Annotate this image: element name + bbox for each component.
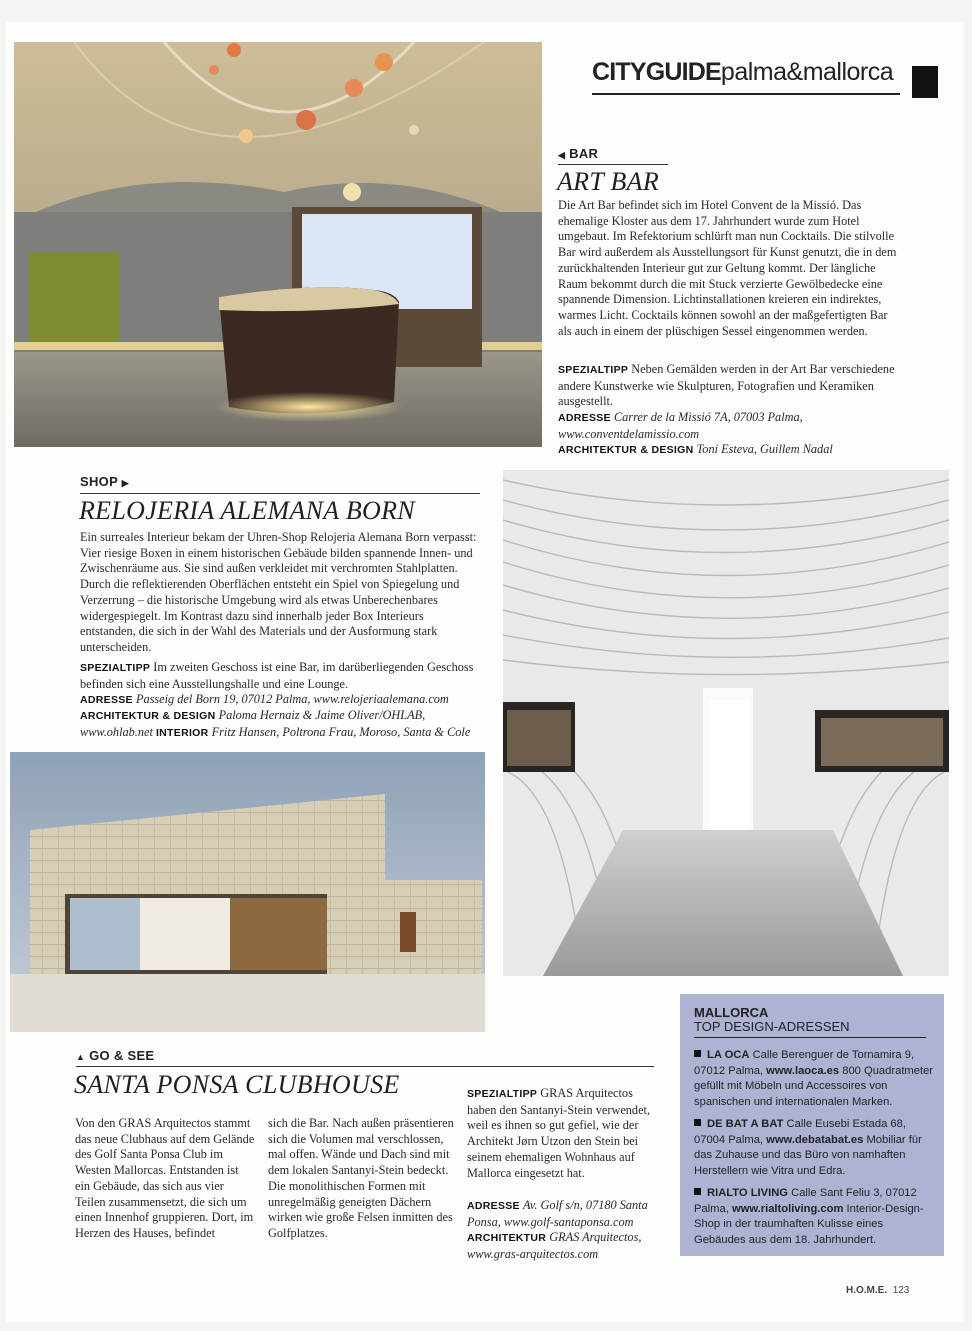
shop-architect-text: Paloma Hernaiz & Jaime Oliver/OHLAB, www.ohlab.net [80, 708, 426, 739]
shop-interior-text: Fritz Hansen, Poltrona Frau, Moroso, Santa & Cole [211, 724, 471, 739]
bar-address-text: Carrer de la Missió 7A, 07003 Palma, www.conventdelamissio.com [558, 410, 803, 441]
box-item [694, 1048, 934, 1111]
chevron-right-icon: ▶ [121, 478, 129, 488]
go-architect-label: ARCHITEKTUR [467, 1232, 547, 1244]
cityguide-location: palma&mallorca [720, 58, 894, 86]
mallorca-box [680, 994, 944, 1256]
box-item-text: Calle Sant Feliu 3, 07012 Palma, [694, 1187, 917, 1215]
bar-address-label: ADRESSE [558, 412, 611, 424]
shop-address-label: ADRESSE [80, 694, 133, 706]
go-tip-text: GRAS Arquitectos haben den Santanyi-Stein verwendet, weil es ihnen so gut gefiel, wie der Architekt Jørn Utzon den Stein bei seinem ehemaligen Wohnhaus auf Mallorca eingesetzt hat. [467, 1086, 651, 1180]
bar-architect-text: Toni Esteva, Guillem Nadal [696, 442, 833, 456]
go-title: SANTA PONSA CLUBHOUSE [74, 1070, 400, 1099]
shop-category [80, 474, 129, 489]
shop-architect-label: ARCHITEKTUR & DESIGN [80, 710, 216, 722]
go-category [76, 1048, 154, 1063]
go-col1: Von den GRAS Arquitectos stammt das neue Clubhaus auf dem Gelände des Golf Santa Ponsa Club im Westen Mallorcas. Entstanden ist ein Gebäude, das sich aus vier Teilen zusammensetzt, die sich um einen Innenhof gruppieren. Dort, im Herzen des Hauses, befindet [75, 1116, 255, 1240]
box-item-rest: 800 Quadratmeter gefüllt mit Möbeln und Accessoires von spanischen und internationalen Marken. [694, 1064, 934, 1109]
shop-tip-text: Im zweiten Geschoss ist eine Bar, im darüberliegenden Geschoss befinden sich eine Ausstellungshalle und eine Lounge. [80, 660, 474, 691]
box-item-text: Calle Berenguer de Tornamira 9, 07012 Palma, [694, 1049, 915, 1077]
box-item-name: DE BAT A BAT [707, 1118, 784, 1130]
box-subtitle: TOP DESIGN-ADRESSEN [694, 1019, 850, 1034]
bullet-square-icon [694, 1050, 701, 1057]
shop-category-label: SHOP [80, 474, 118, 489]
go-address-label: ADRESSE [467, 1200, 520, 1212]
shop-architect [80, 708, 482, 741]
box-item-url: www.debatabat.es [766, 1133, 864, 1146]
shop-address-text: Passeig del Born 19, 07012 Palma, www.relojeriaalemana.com [135, 692, 449, 706]
box-item [694, 1117, 934, 1180]
bar-tip-label: SPEZIALTIPP [558, 364, 629, 376]
go-category-label: GO & SEE [89, 1048, 155, 1063]
go-tip-label: SPEZIALTIPP [467, 1088, 538, 1100]
box-item-rest: Mobiliar für das Zuhause und das Büro von namhaften Herstellern wie Vitra und Edra. [694, 1133, 922, 1178]
box-rule [694, 1037, 926, 1038]
cityguide-header [592, 58, 893, 87]
box-item-name: LA OCA [707, 1049, 750, 1061]
go-rule [76, 1066, 654, 1067]
bullet-square-icon [694, 1188, 701, 1195]
box-title: MALLORCA [694, 1005, 769, 1020]
cityguide-bold: CITYGUIDE [592, 58, 721, 86]
bar-tip [558, 362, 898, 410]
shop-tip [80, 660, 482, 692]
shop-tip-label: SPEZIALTIPP [80, 662, 151, 674]
chevron-left-icon: ◀ [558, 150, 566, 160]
bar-architect-label: ARCHITEKTUR & DESIGN [558, 444, 694, 456]
box-item-name: RIALTO LIVING [707, 1187, 789, 1199]
box-item-rest: Interior-Design-Shop in der traumhaften Kulisse eines Gebäudes aus dem 18. Jahrhundert. [694, 1202, 924, 1247]
bar-category-label: BAR [569, 146, 599, 161]
footer-magazine: H.O.M.E. [846, 1285, 888, 1296]
bullet-square-icon [694, 1119, 701, 1126]
go-address [467, 1198, 657, 1230]
go-architect-text: GRAS Arquitectos, www.gras-arquitectos.com [467, 1230, 642, 1261]
box-item-url: www.laoca.es [766, 1064, 840, 1077]
box-item-url: www.rialtoliving.com [731, 1202, 844, 1215]
bar-category [558, 146, 598, 161]
art-bar-photo [14, 42, 542, 447]
shop-interior-label: INTERIOR [155, 726, 209, 739]
bar-body: Die Art Bar befindet sich im Hotel Convent de la Missió. Das ehemalige Kloster aus dem 17. Jahrhundert wurde zum Hotel umgebaut. Im Refektorium schlürft man nun Cocktails. Die stilvolle Bar wird außerdem als Ausstellungsort für Kunst genutzt, die in dem zurückhaltenden Interieur gut zur Geltung kommt. Der längliche Raum bekommt durch die mit Stuck verzierte Gewölbedecke eine spannende Dimension. Lichtinstallationen kreieren ein indirektes, warmes Licht. Cocktails können sowohl an der maßgefertigten Bar als auch in einem der plüschigen Sessel eingenommen werden. [558, 198, 897, 338]
go-tip [467, 1086, 657, 1181]
header-rule [592, 93, 900, 95]
shop-rule [80, 493, 480, 494]
footer [846, 1285, 909, 1296]
go-address-text: Av. Golf s/n, 07180 Santa Ponsa, www.golf-santaponsa.com [467, 1198, 648, 1229]
clubhouse-photo [10, 752, 485, 1032]
triangle-up-icon: ▲ [76, 1052, 86, 1062]
bar-rule [558, 164, 668, 165]
bar-architect [558, 442, 898, 459]
bar-title: ART BAR [557, 167, 659, 196]
box-item [694, 1186, 934, 1249]
relojeria-photo [503, 470, 949, 976]
go-architect [467, 1230, 657, 1262]
shop-body: Ein surreales Interieur bekam der Uhren-Shop Relojeria Alemana Born verpasst: Vier riesige Boxen in einem historischen Gebäude bilden spannende Innen- und Zwischenräume aus. Sie sind außen verkleidet mit verchromten Stahlplatten. Durch die reflektierenden Oberflächen entsteht ein Spiel von Spiegelung und Verzerrung – die historische Umgebung wird als etwas Unberechenbares widergespiegelt. Im Kontrast dazu sind innerhalb jeder Box Interieurs entstanden, die sich in der Wahl des Materials und der Ausformung stark unterscheiden. [80, 530, 477, 654]
shop-title: RELOJERIA ALEMANA BORN [79, 496, 415, 525]
box-item-text: Calle Eusebi Estada 68, 07004 Palma, [694, 1118, 906, 1146]
shop-address [80, 692, 482, 709]
header-block [912, 66, 938, 98]
bar-tip-text: Neben Gemälden werden in der Art Bar verschiedene andere Kunstwerke wie Skulpturen, Fotografien und Keramiken ausgestellt. [558, 362, 895, 409]
footer-page-number: 123 [892, 1285, 910, 1296]
bar-address [558, 410, 898, 442]
go-col2: sich die Bar. Nach außen präsentieren sich die Volumen mal verschlossen, mal offen. Wände und Dach sind mit dem lokalen Santanyi-Stein bedeckt. Die monolithischen Formen mit unregelmäßig geneigten Dächern wirken wie große Felsen inmitten des Golfplatzes. [268, 1116, 454, 1240]
